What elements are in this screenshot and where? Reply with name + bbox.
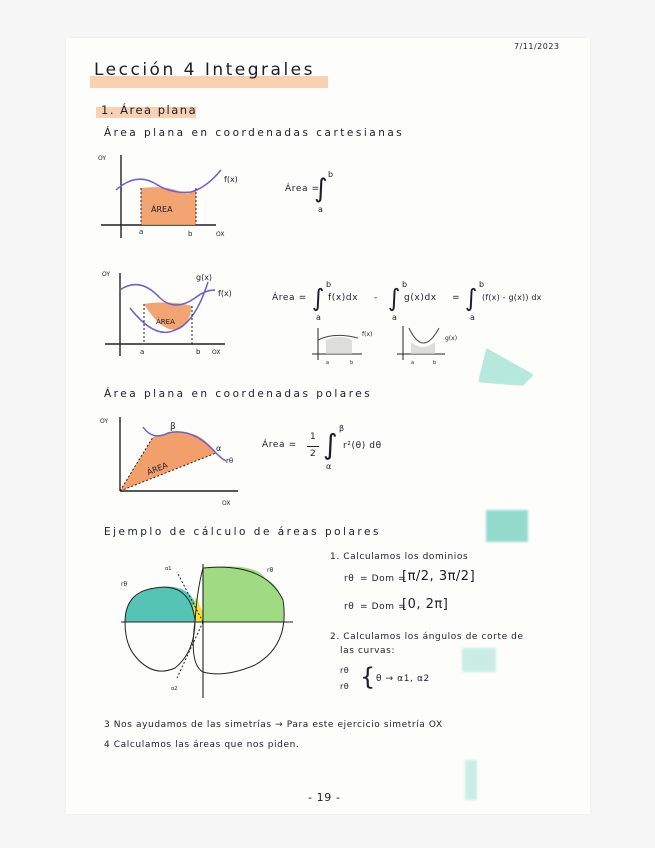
step2-line1: 2. Calculamos los ángulos de corte de [330, 632, 524, 642]
step4: 4 Calculamos las áreas que nos piden. [104, 740, 300, 750]
formula2-lower: a [316, 313, 322, 322]
formula2-lhs: Área = [272, 293, 307, 303]
cartesian-area-figure [96, 150, 246, 245]
alpha2-label: α2 [171, 686, 178, 692]
r-label: rθ [267, 567, 274, 574]
x-axis-label: OX [212, 349, 221, 356]
a-label: a [326, 360, 330, 366]
dom1-value: [π/2, 3π/2] [402, 569, 476, 584]
polar-integrand: r²(θ) dθ [343, 441, 382, 451]
between-curves-figure [100, 268, 250, 363]
region-label: ÁREA [156, 318, 175, 326]
alpha1-label: α1 [165, 566, 172, 572]
formula1-lhs: Área = [285, 184, 320, 194]
mini-f-sketch [312, 326, 392, 368]
teal-smudge [486, 510, 528, 542]
page-number: - 19 - [308, 791, 341, 804]
integral-sign: ∫ [314, 174, 330, 204]
b-label: b [433, 360, 437, 366]
teal-smudge [462, 648, 496, 672]
a-label: a [139, 228, 144, 236]
example-heading: Ejemplo de cálculo de áreas polares [104, 526, 381, 538]
formula2-term2: g(x)dx [404, 293, 437, 303]
b-label: b [196, 348, 201, 356]
formula2-lower: a [470, 313, 476, 322]
polar-lower: α [326, 462, 332, 471]
system-r1: rθ [340, 666, 350, 675]
frac-numerator: 1 [310, 432, 317, 442]
b-label: b [188, 230, 193, 238]
a-label: a [140, 348, 145, 356]
system-r2: rθ [340, 682, 350, 691]
integral-sign: ∫ [323, 428, 340, 461]
integral-sign: ∫ [465, 284, 480, 312]
dom2-value: [0, 2π] [402, 597, 449, 612]
formula2-lower: a [392, 313, 398, 322]
system-result: θ → α1, α2 [376, 674, 430, 684]
dom1-label: = Dom = [360, 574, 407, 584]
x-axis-label: OX [222, 500, 231, 507]
polar-area-figure [98, 413, 248, 509]
x-axis-label: OX [216, 231, 225, 238]
formula2-term3: (f(x) - g(x)) dx [482, 293, 542, 302]
alpha-label: α [216, 444, 222, 453]
y-axis-label: OY [102, 271, 111, 278]
y-axis-label: OY [100, 418, 109, 425]
step1: 1. Calculamos los dominios [330, 552, 469, 562]
formula2-term1: f(x)dx [328, 293, 359, 303]
f-label: f(x) [362, 331, 373, 338]
polar-heading: Área plana en coordenadas polares [104, 388, 373, 400]
dom2-r: rθ [344, 602, 355, 612]
b-label: b [350, 360, 354, 366]
step3: 3 Nos ayudamos de las simetrías → Para este ejercicio simetría OX [104, 720, 443, 730]
formula1-lower: a [318, 205, 324, 214]
region-label: ÁREA [145, 460, 170, 478]
integral-sign: ∫ [388, 284, 403, 312]
section-title: 1. Área plana [101, 103, 198, 117]
formula2-minus: - [374, 293, 378, 303]
f-label: f(x) [218, 289, 232, 298]
formula2-upper: b [402, 280, 408, 289]
step2-line2: las curvas: [340, 646, 396, 656]
mini-g-sketch [397, 324, 477, 368]
frac-bar [307, 446, 319, 447]
g-label: g(x) [196, 273, 213, 282]
cartesian-heading: Área plana en coordenadas cartesianas [104, 127, 405, 139]
formula1-upper: b [328, 170, 334, 179]
polar-upper: β [339, 424, 345, 433]
beta-label: β [170, 422, 176, 432]
y-axis-label: OY [98, 155, 107, 162]
dom2-label: = Dom = [360, 602, 407, 612]
f-label: f(x) [224, 175, 238, 184]
polar-formula-lhs: Área = [262, 440, 297, 450]
formula2-upper: b [326, 280, 332, 289]
polar-example-figure [115, 560, 305, 700]
teal-smudge [465, 760, 477, 800]
page-title: Lección 4 Integrales [94, 60, 315, 80]
integral-sign: ∫ [312, 284, 327, 312]
formula2-equals: = [452, 293, 461, 303]
a-label: a [411, 360, 415, 366]
formula2-upper: b [479, 280, 485, 289]
dom1-r: rθ [344, 574, 355, 584]
r-label: rθ [121, 581, 128, 588]
g-label: g(x) [445, 335, 458, 342]
date: 7/11/2023 [514, 42, 560, 51]
r-label: rθ [226, 457, 234, 465]
region-label: ÁREA [151, 205, 173, 214]
system-brace: { [360, 663, 377, 691]
frac-denominator: 2 [310, 449, 317, 459]
